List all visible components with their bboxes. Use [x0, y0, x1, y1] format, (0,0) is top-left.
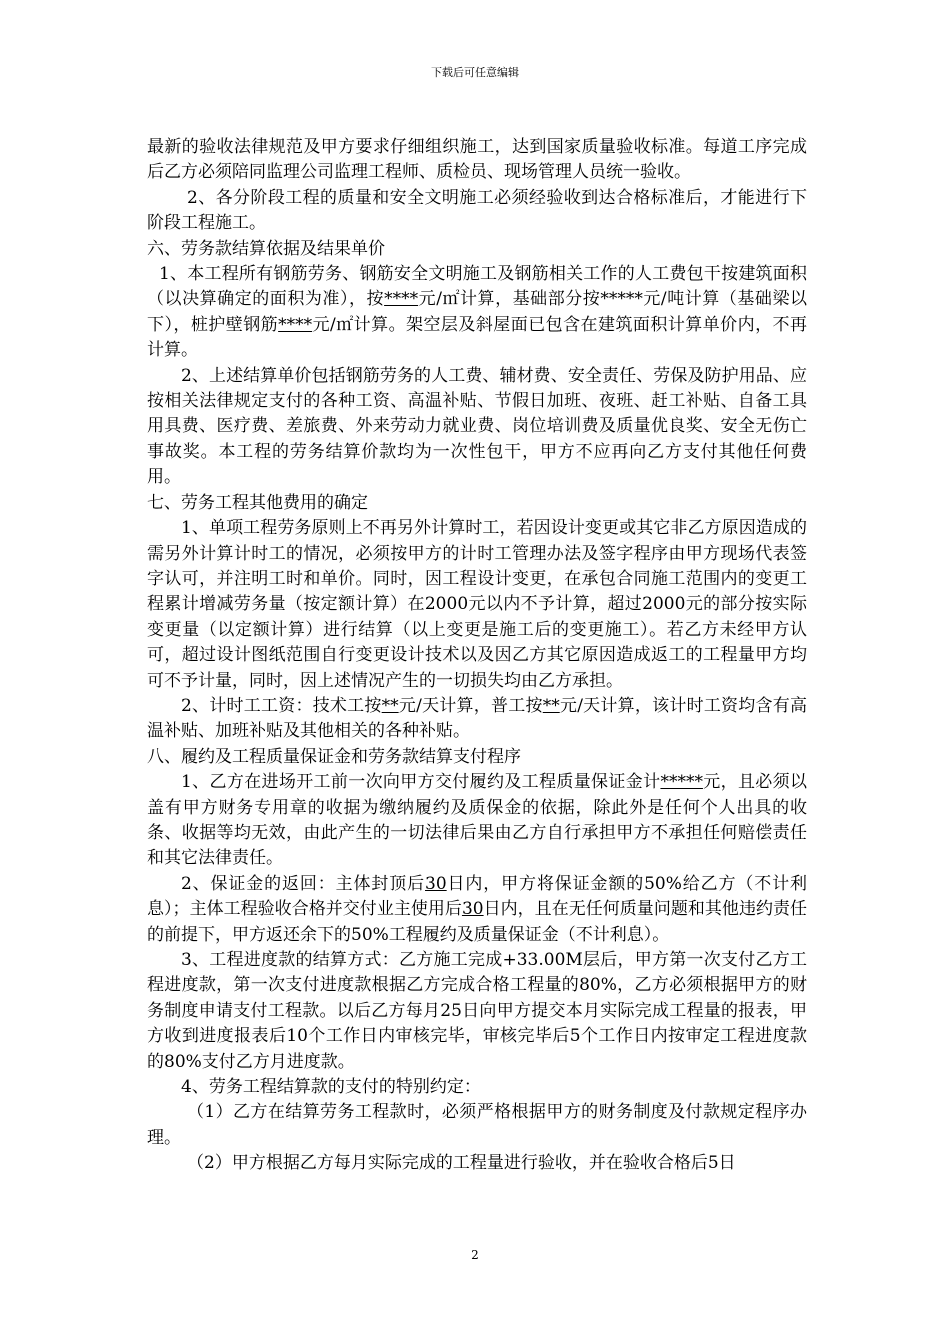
paragraph: 最新的验收法律规范及甲方要求仔细组织施工，达到国家质量验收标准。每道工序完成后乙方必须陪同监理公司监理工程师、质检员、现场管理人员统一验收。 — [147, 137, 807, 183]
section-heading-6: 六、劳务款结算依据及结果单价 — [147, 238, 385, 259]
section-heading-7: 七、劳务工程其他费用的确定 — [147, 492, 368, 513]
paragraph: 2、保证金的返回：主体封顶后30日内，甲方将保证金额的50%给乙方（不计利息）；主体工程验收合格并交付业主使用后30日内，且在无任何质量问题和其他违约责任的前提下，甲方返还余下的50%工程履约及质量保证金（不计利息）。 — [147, 873, 808, 945]
blank-underline: ** — [542, 695, 560, 716]
paragraph: 4、劳务工程结算款的支付的特别约定： — [181, 1077, 481, 1098]
paragraph: 1、本工程所有钢筋劳务、钢筋安全文明施工及钢筋相关工作的人工费包干按建筑面积（以决算确定的面积为准），按****元/㎡计算，基础部分按*****元/吨计算（基础梁以下），桩护壁钢筋****元/㎡计算。架空层及斜屋面已包含在建筑面积计算单价内，不再计算。 — [147, 264, 807, 361]
paragraph: 2、上述结算单价包括钢筋劳务的人工费、辅材费、安全责任、劳保及防护用品、应按相关法律规定支付的各种工资、高温补贴、节假日加班、夜班、赶工补贴、自备工具用具费、医疗费、差旅费、外来劳动力就业费、岗位培训费及质量优良奖、安全无伤亡事故奖。本工程的劳务结算价款均为一次性包干，甲方不应再向乙方支付其他任何费用。 — [147, 365, 807, 488]
paragraph: 2、计时工工资：技术工按**元/天计算，普工按**元/天计算，该计时工资均含有高温补贴、加班补贴及其他相关的各种补贴。 — [147, 695, 807, 742]
blank-underline: 30 — [461, 899, 484, 920]
paragraph: 1、乙方在进场开工前一次向甲方交付履约及工程质量保证金计*****元，且必须以盖有甲方财务专用章的收据为缴纳履约及质保金的依据，除此外是任何个人出具的收条、收据等均无效，由此产生的一切法律后果由乙方自行承担甲方不承担任何赔偿责任和其它法律责任。 — [147, 772, 807, 869]
page-number: 2 — [471, 1248, 479, 1262]
blank-underline: ***** — [660, 772, 703, 793]
blank-underline: 30 — [425, 873, 447, 894]
paragraph: 1、单项工程劳务原则上不再另外计算时工，若因设计变更或其它非乙方原因造成的需另外计算计时工的情况，必须按甲方的计时工管理办法及签字程序由甲方现场代表签字认可，并注明工时和单价。同时，因工程设计变更，在承包合同施工范围内的变更工程累计增减劳务量（按定额计算）在2000元以内不予计算，超过2000元的部分按实际变更量（以定额计算）进行结算（以上变更是施工后的变更施工）。若乙方未经甲方认可，超过设计图纸范围自行变更设计技术以及因乙方其它原因造成返工的工程量甲方均可不予计量，同时，因上述情况产生的一切损失均由乙方承担。 — [147, 518, 807, 691]
paragraph: （1）乙方在结算劳务工程款时，必须严格根据甲方的财务制度及付款规定程序办理。 — [147, 1102, 807, 1148]
page-header: 下载后可任意编辑 — [431, 66, 519, 79]
blank-underline: **** — [278, 314, 313, 335]
paragraph: 3、工程进度款的结算方式：乙方施工完成+33.00M层后，甲方第一次支付乙方工程进度款，第一次支付进度款根据乙方完成合格工程量的80%，乙方必须根据甲方的财务制度申请支付工程款。以后乙方每月25日向甲方提交本月实际完成工程量的报表，甲方收到进度报表后10个工作日内审核完毕，审核完毕后5个工作日内按审定工程进度款的80%支付乙方月进度款。 — [147, 950, 807, 1072]
paragraph: （2）甲方根据乙方每月实际完成的工程量进行验收，并在验收合格后5日 — [187, 1153, 736, 1174]
blank-underline: **** — [384, 289, 419, 310]
blank-underline: ** — [381, 695, 399, 716]
document-body — [147, 135, 807, 1177]
paragraph: 2、各分阶段工程的质量和安全文明施工必须经验收到达合格标准后，才能进行下阶段工程施工。 — [147, 187, 807, 234]
section-heading-8: 八、履约及工程质量保证金和劳务款结算支付程序 — [147, 746, 521, 767]
